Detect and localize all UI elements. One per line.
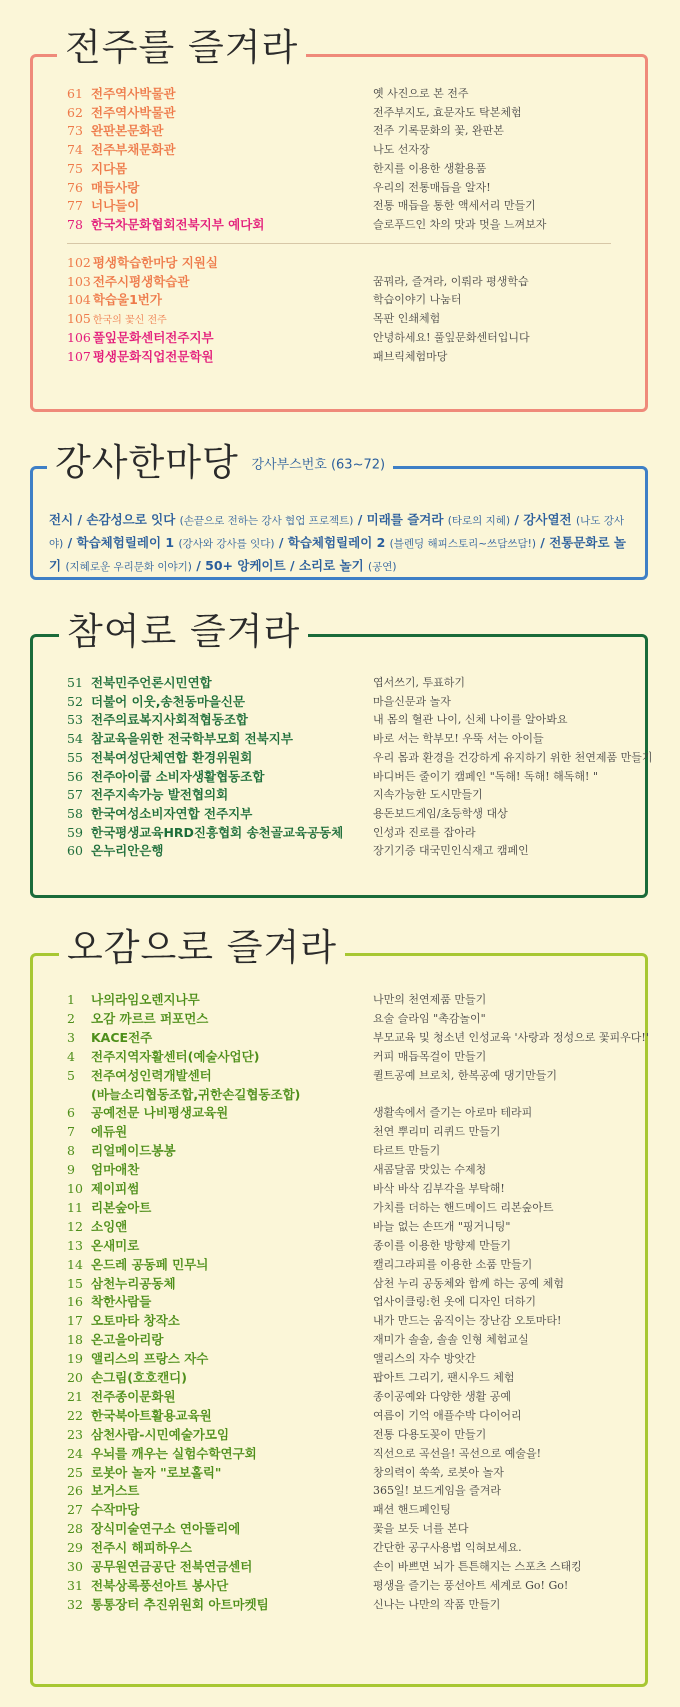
item-number: 5 — [67, 1067, 75, 1083]
item-name: 오감 까르르 퍼포먼스 — [91, 1010, 209, 1026]
item-name: 온누리안은행 — [91, 843, 164, 859]
item-number: 1 — [67, 992, 75, 1007]
list-item — [67, 196, 637, 216]
item-number: 74 — [67, 142, 83, 158]
item-name: 삼천사람-시민예술가모임 — [91, 1426, 230, 1442]
item-number: 60 — [67, 843, 83, 859]
list-item — [67, 1557, 637, 1577]
list-item — [67, 710, 637, 730]
list-item — [67, 841, 637, 861]
item-name: 풀잎문화센터전주지부 — [92, 329, 214, 345]
item-name: 로봇아 놀자 "로보홀릭" — [91, 1464, 222, 1480]
list-item — [67, 347, 637, 367]
item-number: 10 — [67, 1181, 83, 1196]
program-name: 전시 / 손감성으로 잇다 — [49, 512, 180, 527]
item-number: 7 — [67, 1124, 75, 1140]
item-name: 너나들이 — [91, 198, 140, 214]
item-name: 엄마애찬 — [91, 1162, 140, 1178]
item-description: 꿈꿔라, 즐겨라, 이뤄라 평생학습 — [373, 274, 529, 288]
item-description: 용돈보드게임/초등학생 대상 — [373, 806, 508, 820]
program-name: / 학습체험릴레이 2 — [274, 535, 390, 550]
item-description: 전주 기록문화의 꽃, 완판본 — [373, 124, 504, 138]
item-name: 손그림(호호캔디) — [91, 1370, 187, 1385]
item-name: 전주의료복지사회적협동조합 — [91, 712, 248, 728]
list-item — [67, 121, 637, 141]
section-title-text: 강사한마당 — [55, 441, 239, 484]
item-description: 내가 만드는 움직이는 장난감 오토마타! — [373, 1314, 562, 1328]
item-number: 76 — [67, 179, 83, 195]
item-number: 77 — [67, 198, 83, 214]
item-name: 참교육을위한 전국학부모회 전북지부 — [91, 731, 293, 747]
item-description: 앨리스의 자수 방앗간 — [373, 1352, 476, 1366]
item-description: 손이 바쁘면 뇌가 튼튼해지는 스포츠 스태킹 — [373, 1560, 582, 1573]
item-number: 3 — [67, 1029, 75, 1045]
item-name: 전주아이쿱 소비자생활협동조합 — [91, 768, 265, 784]
list-item — [67, 140, 637, 160]
item-number: 78 — [67, 216, 83, 232]
item-number: 56 — [67, 768, 83, 784]
list-item — [67, 1066, 637, 1086]
section-five-senses — [30, 926, 649, 1687]
item-description: 가치를 더하는 핸드메이드 리본숲아트 — [373, 1200, 554, 1214]
item-number: 54 — [67, 731, 83, 747]
item-name: 소잉앤 — [91, 1218, 128, 1234]
item-description: 신나는 나만의 작품 만들기 — [373, 1597, 501, 1611]
section-title: 오감으로 즐겨라 — [59, 924, 345, 972]
section-instructor-festival — [30, 441, 648, 580]
item-name: 공예전문 나비평생교육원 — [91, 1105, 229, 1121]
item-name: 평생학습한마당 지원실 — [92, 255, 218, 270]
item-number: 107 — [67, 348, 91, 364]
item-number: 13 — [67, 1237, 83, 1253]
item-name: 앨리스의 프랑스 자수 — [91, 1351, 209, 1367]
item-name: 삼천누리공동체 — [91, 1275, 176, 1291]
item-name: 학습울1번가 — [92, 292, 162, 308]
item-description: 천연 뿌리미 리퀴드 만들기 — [373, 1125, 501, 1139]
booth-number-subtitle: 강사부스번호 (63~72) — [251, 457, 386, 473]
item-number: 27 — [67, 1502, 83, 1518]
item-number: 19 — [67, 1351, 83, 1367]
item-name: 공무원연금공단 전북연금센터 — [91, 1559, 253, 1574]
item-description: 타르트 만들기 — [373, 1144, 441, 1158]
list-item — [67, 1047, 637, 1067]
item-number: 31 — [67, 1577, 83, 1593]
item-description: 장기기증 대국민인식재고 캠페인 — [373, 844, 529, 858]
item-name: 전북여성단체연합 환경위원회 — [91, 749, 253, 765]
item-description: 생활속에서 즐기는 아로마 테라피 — [373, 1106, 533, 1120]
list-item — [67, 1481, 637, 1501]
item-description: 전주부지도, 효문자도 탁본체험 — [373, 105, 522, 119]
item-name: 통통장터 추진위원회 아트마켓팀 — [91, 1596, 269, 1612]
item-name: 전주부채문화관 — [91, 142, 176, 158]
section-title: 전주를 즐겨라 — [57, 24, 306, 72]
item-number: 25 — [67, 1464, 83, 1480]
list-item — [67, 1292, 637, 1312]
item-name: 착한사람들 — [91, 1294, 152, 1310]
item-description: 안녕하세요! 풀잎문화센터입니다 — [373, 330, 530, 344]
list-item — [67, 178, 637, 198]
item-name: 장식미술연구소 연아뜰리에 — [91, 1521, 241, 1537]
list-item — [67, 1274, 637, 1294]
program-name: / 50+ 앙케이트 / 소리로 놀기 — [191, 558, 369, 573]
item-description: 마을신문과 놀자 — [373, 694, 451, 708]
item-description: 슬로푸드인 차의 맛과 멋을 느껴보자 — [373, 217, 547, 231]
item-name: 오토마타 창작소 — [91, 1313, 180, 1329]
list-item — [67, 748, 653, 768]
list-item — [67, 1085, 637, 1105]
item-number: 24 — [67, 1445, 83, 1461]
item-description: 전통 매듭을 통한 액세서리 만들기 — [373, 199, 536, 213]
item-description: 바디버든 줄이기 캠페인 "독해! 독해! 해독해! " — [373, 769, 599, 783]
item-number: 16 — [67, 1294, 83, 1310]
item-number: 58 — [67, 805, 83, 821]
item-number: 52 — [67, 693, 83, 709]
item-description: 퀼트공예 브로치, 한복공예 댕기만들기 — [373, 1068, 558, 1082]
item-description: 한지를 이용한 생활용품 — [373, 161, 487, 175]
list-item — [67, 804, 637, 824]
list-item — [67, 1122, 637, 1142]
item-name: 리얼메이드봉봉 — [91, 1143, 176, 1159]
program-note: (공연) — [368, 561, 397, 573]
item-name: 한국차문화협회전북지부 예다회 — [91, 216, 265, 232]
item-number: 105 — [67, 311, 91, 327]
item-number: 106 — [67, 329, 91, 345]
item-description: 종이공예와 다양한 생활 공예 — [373, 1389, 512, 1403]
list-item — [67, 272, 637, 292]
item-name: 제이피썸 — [91, 1181, 140, 1196]
item-number: 75 — [67, 160, 83, 176]
item-number: 59 — [67, 824, 83, 840]
list-item — [67, 1009, 637, 1029]
item-number: 11 — [67, 1199, 83, 1215]
list-item — [67, 1255, 637, 1275]
list-item — [67, 990, 637, 1010]
item-name: 전주지역자활센터(예술사업단) — [91, 1048, 260, 1064]
item-name: 평생문화직업전문학원 — [92, 348, 214, 364]
item-description: 목판 인쇄체험 — [373, 312, 441, 326]
item-name: 전북상록풍선아트 봉사단 — [91, 1577, 229, 1593]
item-description: 바로 서는 학부모! 우뚝 서는 아이들 — [373, 732, 544, 746]
item-description: 전통 다용도꽂이 만들기 — [373, 1427, 487, 1441]
list-item — [67, 1311, 637, 1331]
item-name: 매듭사랑 — [91, 179, 140, 195]
item-description: 간단한 공구사용법 익혀보세요. — [373, 1541, 522, 1555]
list-item — [67, 767, 637, 787]
list-item — [67, 1103, 637, 1123]
list-item — [67, 1425, 637, 1445]
item-number: 57 — [67, 787, 83, 803]
program-name: / 미래를 즐겨라 — [353, 512, 448, 527]
list-item — [67, 729, 637, 749]
item-description: 패브릭체험마당 — [373, 349, 448, 363]
list-item — [67, 1368, 637, 1388]
item-name: 완판본문화관 — [91, 123, 164, 139]
item-description: 커피 매듭목걸이 만들기 — [373, 1049, 487, 1063]
item-name: KACE전주 — [91, 1029, 153, 1045]
item-description: 여름이 기억 애플수박 다이어리 — [373, 1408, 522, 1422]
list-item — [67, 1160, 637, 1180]
list-item — [67, 1330, 637, 1350]
item-description: 업사이클링:헌 옷에 디자인 더하기 — [373, 1295, 536, 1309]
item-name: 전주종이문화원 — [91, 1388, 176, 1404]
program-name: / 전통문화로 놀기 — [49, 535, 627, 573]
item-number: 61 — [67, 86, 83, 101]
item-name: 한국평생교육HRD진흥협회 송천골교육공동체 — [91, 824, 344, 840]
item-number: 9 — [67, 1162, 75, 1178]
list-item — [67, 1444, 637, 1464]
item-description: 새콤달콤 맛있는 수제청 — [373, 1163, 487, 1177]
section-participation — [30, 610, 653, 898]
item-number: 15 — [67, 1275, 83, 1291]
item-number: 32 — [67, 1596, 83, 1612]
program-note: (강사와 강사를 잇다) — [178, 538, 275, 550]
list-item — [67, 1217, 637, 1237]
item-description: 요술 슬라임 "촉감놀이" — [373, 1011, 486, 1025]
item-name: 전북민주언론시민연합 — [91, 675, 212, 690]
item-name: 보거스트 — [91, 1483, 140, 1499]
item-name: 나의라임오렌지나무 — [91, 992, 200, 1007]
list-item — [67, 1576, 637, 1596]
item-number: 102 — [67, 255, 91, 270]
item-name: 우뇌를 깨우는 실험수학연구회 — [91, 1445, 257, 1461]
list-item — [67, 1519, 637, 1539]
item-number: 2 — [67, 1010, 75, 1026]
item-description: 내 몸의 혈관 나이, 신체 나이를 알아봐요 — [373, 713, 568, 727]
item-name: 리본숲아트 — [91, 1199, 152, 1215]
item-number: 23 — [67, 1426, 83, 1442]
list-item — [67, 1500, 637, 1520]
item-name: 더불어 이웃,송천동마을신문 — [91, 693, 246, 709]
item-description: 학습이야기 나눔터 — [373, 293, 462, 307]
item-name: (바늘소리협동조합,귀한손길협동조합) — [91, 1086, 301, 1102]
list-item — [67, 253, 637, 273]
item-description: 엽서쓰기, 투표하기 — [373, 676, 466, 689]
item-name: 한국북아트활용교육원 — [91, 1407, 212, 1423]
item-number: 12 — [67, 1218, 83, 1234]
item-number: 18 — [67, 1332, 83, 1348]
item-description: 바늘 없는 손뜨개 "핑거니팅" — [373, 1219, 511, 1233]
section-title — [47, 439, 393, 490]
item-description: 365일! 보드게임을 즐겨라 — [373, 1484, 502, 1498]
list-item — [67, 215, 637, 235]
item-number: 17 — [67, 1313, 83, 1329]
item-name: 전주지속가능 발전협의회 — [91, 787, 229, 803]
item-description: 지속가능한 도시만들기 — [373, 788, 483, 802]
list-item — [67, 159, 637, 179]
item-name: 온드레 공동페 민무늬 — [91, 1256, 209, 1272]
item-description: 직선으로 곡선을! 곡선으로 예술을! — [373, 1446, 542, 1460]
item-description: 패션 핸드페인팅 — [373, 1503, 451, 1517]
item-number: 51 — [67, 675, 83, 690]
item-description: 캘리그라피를 이용한 소품 만들기 — [373, 1257, 533, 1271]
item-description: 인성과 진로를 잡아라 — [373, 825, 476, 839]
list-item — [67, 1387, 637, 1407]
item-name: 온새미로 — [91, 1237, 140, 1253]
item-number: 14 — [67, 1256, 83, 1272]
item-number: 8 — [67, 1143, 75, 1159]
item-number: 21 — [67, 1388, 83, 1404]
item-description: 종이를 이용한 방향제 만들기 — [373, 1238, 512, 1252]
item-name: 전주시평생학습관 — [92, 273, 190, 289]
item-number: 29 — [67, 1540, 83, 1556]
list-item — [67, 1141, 637, 1161]
list-item — [67, 290, 637, 310]
list-item — [67, 1236, 637, 1256]
item-number: 62 — [67, 104, 83, 120]
list-item — [67, 84, 637, 104]
item-name: 온고을아리랑 — [91, 1332, 164, 1348]
section-title: 참여로 즐겨라 — [59, 608, 308, 656]
list-item — [67, 673, 637, 693]
item-number: 6 — [67, 1105, 75, 1121]
item-description: 평생을 즐기는 풍선아트 세계로 Go! Go! — [373, 1578, 569, 1592]
item-description: 부모교육 및 청소년 인성교육 '사랑과 정성으로 꽃피우다!' — [373, 1030, 649, 1044]
item-description: 바삭 바삭 김부각을 부탁해! — [373, 1182, 505, 1195]
item-number: 55 — [67, 749, 83, 765]
item-name: 전주역사박물관 — [91, 86, 176, 101]
list-item — [67, 103, 637, 123]
item-name: 전주시 해피하우스 — [91, 1540, 192, 1556]
program-name: / 학습체험릴레이 1 — [63, 535, 179, 550]
list-item — [67, 785, 637, 805]
program-note: (나도 강사야) — [49, 515, 624, 550]
item-description: 나만의 천연제품 만들기 — [373, 993, 487, 1006]
list-item — [67, 1179, 637, 1199]
item-number: 30 — [67, 1559, 83, 1574]
item-description: 우리 몸과 환경을 건강하게 유지하기 위한 천연제품 만들기 — [373, 750, 653, 764]
item-number: 26 — [67, 1483, 83, 1499]
item-description: 삼천 누리 공동체와 함께 하는 공예 체험 — [373, 1276, 564, 1290]
item-number: 103 — [67, 273, 91, 289]
program-list — [49, 509, 633, 578]
item-description: 꽃을 보듯 너를 본다 — [373, 1522, 469, 1536]
item-name: 전주여성인력개발센터 — [91, 1067, 212, 1083]
item-number: 28 — [67, 1521, 83, 1537]
item-name: 지다몸 — [91, 160, 128, 176]
list-item — [67, 1028, 649, 1048]
item-name: 전주역사박물관 — [91, 104, 176, 120]
item-description: 우리의 전통매듭을 알자! — [373, 180, 491, 194]
list-item — [67, 1349, 637, 1369]
item-description: 창의력이 쑥쑥, 로봇아 놀자 — [373, 1465, 504, 1479]
item-description: 옛 사진으로 본 전주 — [373, 87, 469, 100]
program-note: (손끝으로 전하는 강사 협업 프로젝트) — [179, 515, 354, 527]
item-number: 73 — [67, 123, 83, 139]
program-name: / 강사열전 — [510, 512, 576, 527]
list-item — [67, 692, 637, 712]
item-number: 4 — [67, 1048, 75, 1064]
item-name: 수작마당 — [91, 1502, 140, 1518]
list-item — [67, 328, 637, 348]
list-item — [67, 1538, 637, 1558]
item-number: 53 — [67, 712, 83, 728]
item-description: 나도 선자장 — [373, 143, 430, 157]
list-item — [67, 823, 637, 843]
program-note: (지혜로운 우리문화 이야기) — [65, 561, 192, 573]
item-name: 한국여성소비자연합 전주지부 — [91, 805, 253, 821]
item-description: 재미가 솔솔, 솔솔 인형 체험교실 — [373, 1333, 529, 1347]
item-number: 104 — [67, 292, 91, 308]
program-note: (블렌딩 해피스토리~쓰담쓰담!) — [389, 538, 536, 550]
list-item — [67, 1463, 637, 1483]
list-item — [67, 1595, 637, 1615]
item-number: 20 — [67, 1370, 83, 1385]
program-note: (타로의 지혜) — [447, 515, 511, 527]
list-item — [67, 1198, 637, 1218]
list-item — [67, 1406, 637, 1426]
section-enjoy-jeonju — [30, 26, 648, 412]
item-number: 22 — [67, 1407, 83, 1423]
divider — [67, 243, 611, 244]
list-item — [67, 309, 637, 329]
item-name: 에듀원 — [91, 1124, 128, 1140]
item-description: 팝아트 그리기, 팬시우드 체험 — [373, 1371, 515, 1384]
item-name: 한국의 꽃신 전주 — [92, 315, 167, 327]
